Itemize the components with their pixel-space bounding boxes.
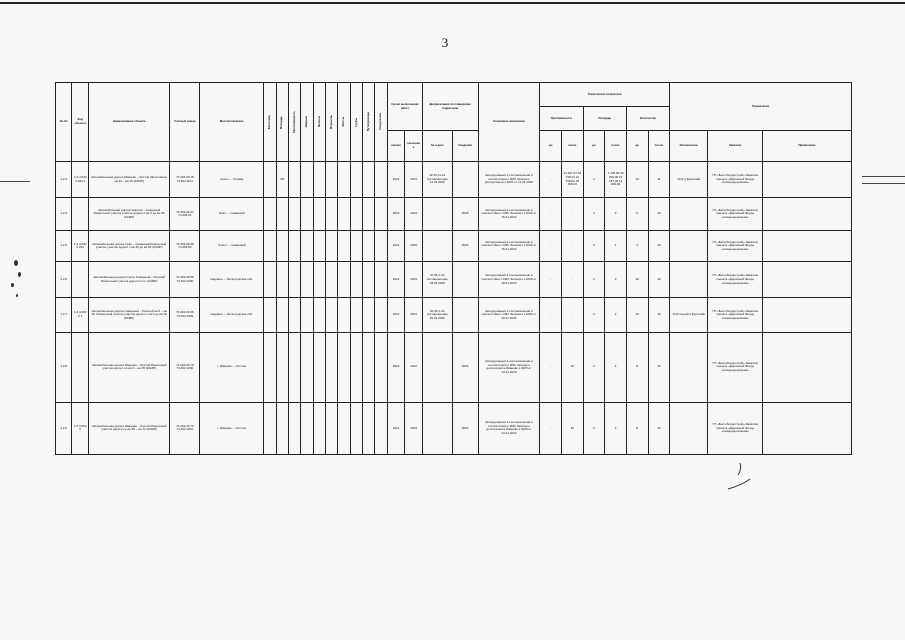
header-vertical-9: Сооружения bbox=[375, 83, 387, 162]
row-year-end: 2023 bbox=[405, 262, 423, 298]
header-basis: Основание включения bbox=[478, 83, 540, 162]
row-doc-number bbox=[422, 332, 452, 402]
row-year-start: 2023 bbox=[387, 198, 405, 231]
row-indicator bbox=[313, 298, 325, 332]
row-indicator bbox=[363, 402, 375, 454]
row-indicator bbox=[326, 298, 338, 332]
row-location: Надовое — Белгородская обл. bbox=[200, 298, 264, 332]
row-code bbox=[72, 262, 88, 298]
header-vertical-4: Полосы bbox=[313, 83, 325, 162]
header-code: Код объекта bbox=[72, 83, 88, 162]
row-uin: 74:402:20:79 74:402:1001 bbox=[170, 402, 200, 454]
row-indicator bbox=[350, 332, 362, 402]
row-indicator bbox=[301, 198, 313, 231]
row-note-3 bbox=[763, 298, 852, 332]
row-note-1 bbox=[670, 231, 708, 262]
header-vertical-3: Ширина bbox=[301, 83, 313, 162]
row-note-3 bbox=[763, 332, 852, 402]
row-param: - bbox=[561, 298, 583, 332]
row-location: Сокол — Русава bbox=[200, 162, 264, 198]
row-indicator bbox=[338, 162, 350, 198]
row-indicator bbox=[276, 198, 288, 231]
header-location: Местоположение bbox=[200, 83, 264, 162]
row-name: Автомобильная дорога Иваново – Ростов Ремонтный участок дороги по км 45 – км 72 (КАМР) bbox=[88, 402, 169, 454]
pen-mark bbox=[720, 455, 760, 495]
header-vertical-7: Трубы bbox=[350, 83, 362, 162]
row-uin: 74:402:20:66 74:402:1009 bbox=[170, 298, 200, 332]
header-sub-3: Количество bbox=[626, 107, 669, 131]
row-indicator bbox=[288, 231, 300, 262]
header-params: Технические показатели bbox=[540, 83, 670, 107]
row-name: Автомобильная дорога Иваново – Ростов (Ярославль) км 21 – км 45 (КАМР) bbox=[88, 162, 169, 198]
row-code bbox=[72, 332, 88, 402]
row-name: Автомобильная дорога Северный – Рогатый км 0 – км 26. Ремонтный участок участок дороги с км 0 до км 26 (КАМР) bbox=[88, 298, 169, 332]
row-category bbox=[264, 162, 276, 198]
row-location: г. Иваново — Ростов bbox=[200, 402, 264, 454]
row-indicator bbox=[363, 231, 375, 262]
row-doc-info: 2025 bbox=[452, 198, 478, 231]
row-param: 2 bbox=[583, 402, 605, 454]
row-param: - bbox=[540, 262, 562, 298]
row-basis: Автодорожный в постановлении в соответствии с КМС Зелёного к 2025 от 18.01.2020 bbox=[478, 262, 540, 298]
row-basis: Автодорожный в постановлении в соответствии с КМС Зелёного долгорсовета Иваново к 2025 от 13.01.2020 bbox=[478, 402, 540, 454]
row-location: Надовое — Белгородская обл. bbox=[200, 262, 264, 298]
row-basis: Автодорожный в постановлении в соответствии с КМС Зелёного к 2025 от 15.01.2020 bbox=[478, 231, 540, 262]
row-indicator bbox=[288, 262, 300, 298]
row-indicator bbox=[350, 298, 362, 332]
header-doc-info: Сведения bbox=[452, 131, 478, 162]
scan-speck bbox=[16, 294, 18, 297]
row-param: 1 bbox=[583, 262, 605, 298]
row-param: 2 bbox=[583, 298, 605, 332]
row-doc-info bbox=[452, 298, 478, 332]
row-doc-info: 2026 bbox=[452, 231, 478, 262]
row-indicator bbox=[350, 198, 362, 231]
header-vertical-6: Мосты bbox=[338, 83, 350, 162]
row-indicator bbox=[326, 332, 338, 402]
row-param: 10 bbox=[561, 332, 583, 402]
row-category bbox=[264, 298, 276, 332]
row-note-3 bbox=[763, 198, 852, 231]
row-indicator bbox=[375, 332, 387, 402]
row-note-3 bbox=[763, 262, 852, 298]
row-param: 3 bbox=[605, 262, 627, 298]
row-name: Автомобильная дорога Сокол Северный – Рогатый Ремонтный участок дороги по м. (КАМР) bbox=[88, 262, 169, 298]
row-indicator bbox=[375, 402, 387, 454]
row-indicator bbox=[375, 231, 387, 262]
top-border-line bbox=[0, 2, 905, 4]
register-table bbox=[55, 82, 852, 455]
margin-line-left bbox=[0, 181, 30, 182]
row-indicator bbox=[288, 402, 300, 454]
row-indicator bbox=[276, 231, 288, 262]
row-year-end: 2021 bbox=[405, 162, 423, 198]
row-doc-number: № 56-11-13 постановление 11.01.2020 bbox=[422, 162, 452, 198]
header-docs: Документация по планировке территории bbox=[422, 83, 478, 131]
row-year-end: 2024 bbox=[405, 198, 423, 231]
row-year-start: 2022 bbox=[387, 298, 405, 332]
row-param: 2 bbox=[605, 402, 627, 454]
table-row bbox=[56, 298, 852, 332]
row-param: - bbox=[540, 402, 562, 454]
header-note-1: Исполнитель bbox=[670, 131, 708, 162]
row-note-3 bbox=[763, 231, 852, 262]
row-uin: 74:402:20:79 74:402:1000 bbox=[170, 332, 200, 402]
row-doc-number bbox=[422, 231, 452, 262]
row-year-start: 2021 bbox=[387, 262, 405, 298]
row-indicator bbox=[313, 402, 325, 454]
row-indicator bbox=[288, 162, 300, 198]
row-doc-info bbox=[452, 262, 478, 298]
row-basis: Автодорожный в постановлении в соответствии с КМС Зелёного долгорсовета Иваново к 2025 от 13.01.2020 bbox=[478, 332, 540, 402]
header-name: Наименование объекта bbox=[88, 83, 169, 162]
row-param: - bbox=[540, 198, 562, 231]
row-indicator bbox=[338, 231, 350, 262]
row-note-3 bbox=[763, 162, 852, 198]
row-basis: Автодорожный в постановлении в соответствии с КМС Зелёного долгорсовета к 2025 от 12.01.2020 bbox=[478, 162, 540, 198]
row-code: 1.2.4.0000 bbox=[72, 402, 88, 454]
scan-speck bbox=[18, 272, 21, 277]
page-number: 3 bbox=[441, 35, 449, 50]
row-note-2: ГП «Белгоблдорстрой» Заказчик проекта «Дорожный Фонд» «Северодорожная» bbox=[708, 332, 763, 402]
row-indicator bbox=[313, 332, 325, 402]
row-note-2: ГП «Белгоблдорстрой» Заказчик проекта «Дорожный Фонд» «Северодорожная» bbox=[708, 298, 763, 332]
row-indicator: IIIII bbox=[276, 162, 288, 198]
row-num: 1.2.8 bbox=[56, 332, 72, 402]
row-category bbox=[264, 262, 276, 298]
header-note-3: Примечание bbox=[763, 131, 852, 162]
row-note-1 bbox=[670, 402, 708, 454]
row-param: 10 bbox=[648, 198, 670, 231]
row-param: 10 bbox=[648, 262, 670, 298]
row-param: 2 bbox=[583, 332, 605, 402]
row-basis: Автодорожный в постановлении в соответствии с КМС Зелёного к 2025 от 15.01.2020 bbox=[478, 198, 540, 231]
row-year-start: 2021 bbox=[387, 402, 405, 454]
table-row bbox=[56, 262, 852, 298]
row-param: - bbox=[561, 262, 583, 298]
row-name: Автомобильная дорога Иваново – Ростов Ремонтный участок дороги по км 0 – км 45 (КАМР) bbox=[88, 332, 169, 402]
row-indicator bbox=[350, 262, 362, 298]
row-indicator bbox=[375, 298, 387, 332]
row-uin: 74:402:20:49 74:402:83 bbox=[170, 231, 200, 262]
row-note-3 bbox=[763, 402, 852, 454]
row-indicator bbox=[301, 262, 313, 298]
row-indicator bbox=[350, 162, 362, 198]
header-uin: Учетный номер bbox=[170, 83, 200, 162]
row-indicator bbox=[301, 231, 313, 262]
row-category bbox=[264, 402, 276, 454]
row-indicator bbox=[375, 262, 387, 298]
row-year-end: 2023 bbox=[405, 402, 423, 454]
row-param: 10 bbox=[626, 298, 648, 332]
row-code: 1.2.4.0000 224 bbox=[72, 231, 88, 262]
row-doc-info bbox=[452, 162, 478, 198]
row-indicator bbox=[326, 162, 338, 198]
row-indicator bbox=[363, 162, 375, 198]
row-doc-number bbox=[422, 402, 452, 454]
row-note-1: АО2 Серый и Бурслайн bbox=[670, 298, 708, 332]
header-sub-1: Протяжённость bbox=[540, 107, 583, 131]
header-num: № п/п bbox=[56, 83, 72, 162]
row-name: Автомобильная дорога Урал – Северный Ремонтный участок участок дороги с км 45 до км 84 (КАМР) bbox=[88, 231, 169, 262]
row-param: 10 bbox=[626, 262, 648, 298]
row-note-2: ГП «Белгоблдорстрой» Заказчик проекта «Дорожный Фонд» «Северодорожная» bbox=[708, 198, 763, 231]
header-after-2: после bbox=[605, 131, 627, 162]
row-uin: 74:402:20:55 74:402:1000 bbox=[170, 262, 200, 298]
row-indicator bbox=[301, 402, 313, 454]
row-note-2: ГП «Белгоблдорстрой» Заказчик проекта «Дорожный Фонд» «Северодорожная» bbox=[708, 402, 763, 454]
row-param: 3 bbox=[626, 231, 648, 262]
row-indicator bbox=[313, 198, 325, 231]
row-param: 10 bbox=[561, 402, 583, 454]
row-indicator bbox=[313, 262, 325, 298]
row-category bbox=[264, 332, 276, 402]
row-indicator bbox=[350, 231, 362, 262]
header-vertical-2: Протяжённость bbox=[288, 83, 300, 162]
row-uin: 74:402:20:18 74:402:2011 bbox=[170, 162, 200, 198]
row-param: 10 bbox=[626, 162, 648, 198]
margin-line-right-2 bbox=[862, 183, 905, 184]
header-before-2: до bbox=[583, 131, 605, 162]
row-note-2: ГП «Белгоблдорстрой» Заказчик проекта «Дорожный Фонд» «Северодорожная» bbox=[708, 231, 763, 262]
row-basis: Автодорожный в постановлении в соответствии с КМС Зелёного к 2025 от 20.01.2020 bbox=[478, 298, 540, 332]
row-param: 10 bbox=[648, 298, 670, 332]
row-param: 1 bbox=[583, 198, 605, 231]
row-note-1 bbox=[670, 198, 708, 231]
row-year-end: 2025 bbox=[405, 231, 423, 262]
table-row bbox=[56, 231, 852, 262]
row-indicator bbox=[301, 332, 313, 402]
header-year-end: окончание bbox=[405, 131, 423, 162]
header-sub-2: Площадь bbox=[583, 107, 626, 131]
table-row bbox=[56, 162, 852, 198]
row-param: 1 bbox=[605, 231, 627, 262]
row-param: - bbox=[540, 332, 562, 402]
margin-line-right bbox=[862, 176, 905, 177]
row-num: 1.2.9 bbox=[56, 402, 72, 454]
header-after-1: после bbox=[561, 131, 583, 162]
row-indicator bbox=[288, 298, 300, 332]
header-vertical-5: Покрытие bbox=[326, 83, 338, 162]
row-param: 2 bbox=[605, 298, 627, 332]
row-uin: 74:402:20:47 74:402:21 bbox=[170, 198, 200, 231]
row-indicator bbox=[363, 332, 375, 402]
row-year-end: 2021 bbox=[405, 298, 423, 332]
row-year-start: 2024 bbox=[387, 231, 405, 262]
row-num: 1.2.4 bbox=[56, 198, 72, 231]
row-param: 10 bbox=[648, 402, 670, 454]
row-location: Урал — Северный bbox=[200, 198, 264, 231]
header-doc-number: № и дата bbox=[422, 131, 452, 162]
row-param: 2 bbox=[583, 231, 605, 262]
row-param: - bbox=[540, 298, 562, 332]
row-indicator bbox=[326, 198, 338, 231]
row-name: Автомобильная дорога Уралоск – Северный Ремонтный участок участок дороги с км 0 до км 45 (КАМР) bbox=[88, 198, 169, 231]
row-param: - bbox=[561, 198, 583, 231]
row-param: - bbox=[540, 162, 562, 198]
row-category bbox=[264, 231, 276, 262]
row-indicator bbox=[338, 298, 350, 332]
row-indicator bbox=[288, 198, 300, 231]
row-indicator bbox=[276, 298, 288, 332]
row-indicator bbox=[276, 402, 288, 454]
row-location: Сокол — Северный bbox=[200, 231, 264, 262]
row-indicator bbox=[313, 162, 325, 198]
scan-speck bbox=[11, 283, 14, 287]
row-param: 11 bbox=[648, 162, 670, 198]
row-note-1: АО2 и Бурслайн bbox=[670, 162, 708, 198]
scan-speck bbox=[14, 260, 18, 266]
row-param: 10 bbox=[648, 332, 670, 402]
row-num: 1.2.6 bbox=[56, 262, 72, 298]
row-param: 8 bbox=[626, 332, 648, 402]
row-param: - bbox=[561, 231, 583, 262]
row-note-1 bbox=[670, 332, 708, 402]
row-param: 3 bbox=[605, 198, 627, 231]
header-before-3: до bbox=[626, 131, 648, 162]
header-vertical-8: Путепроводы bbox=[363, 83, 375, 162]
row-indicator bbox=[363, 262, 375, 298]
row-year-start: 2023 bbox=[387, 332, 405, 402]
row-param: 9 bbox=[626, 198, 648, 231]
row-indicator bbox=[350, 402, 362, 454]
row-indicator bbox=[326, 402, 338, 454]
table-row bbox=[56, 198, 852, 231]
row-param: - bbox=[540, 231, 562, 262]
row-indicator bbox=[301, 162, 313, 198]
row-year-end: 2022 bbox=[405, 332, 423, 402]
row-year-start: 2021 bbox=[387, 162, 405, 198]
header-year-start: начало bbox=[387, 131, 405, 162]
header-after-3: после bbox=[648, 131, 670, 162]
row-num: 1.2.5 bbox=[56, 231, 72, 262]
header-vertical-0: Категория bbox=[264, 83, 276, 162]
row-indicator bbox=[276, 332, 288, 402]
header-before-1: до bbox=[540, 131, 562, 162]
row-indicator bbox=[338, 262, 350, 298]
header-years: Сроки выполнения работ bbox=[387, 83, 422, 131]
row-note-2: ГП «Белгоблдорстрой» Заказчик проекта «Дорожный Фонд» «Северодорожная» bbox=[708, 162, 763, 198]
row-indicator bbox=[301, 298, 313, 332]
row-indicator bbox=[326, 262, 338, 298]
row-param: 4 bbox=[605, 332, 627, 402]
row-indicator bbox=[363, 298, 375, 332]
header-note-2: Заказчик bbox=[708, 131, 763, 162]
row-doc-number: № 56-1-13 постановление 18.01.2020 bbox=[422, 262, 452, 298]
row-code: 1.2.4.0000 223.4 bbox=[72, 162, 88, 198]
row-doc-info: 2024 bbox=[452, 402, 478, 454]
row-indicator bbox=[338, 198, 350, 231]
row-category bbox=[264, 198, 276, 231]
row-indicator bbox=[326, 231, 338, 262]
row-param: 31 207,67 32 738,24 12 158,00 18 466,00 bbox=[561, 162, 583, 198]
row-code: 1.2.4.0000 1 bbox=[72, 298, 88, 332]
row-location: г. Иваново — Ростов bbox=[200, 332, 264, 402]
row-indicator bbox=[338, 332, 350, 402]
register-rows bbox=[56, 162, 852, 455]
row-param: 10 bbox=[648, 231, 670, 262]
row-indicator bbox=[375, 198, 387, 231]
row-num: 1.2.7 bbox=[56, 298, 72, 332]
table-row bbox=[56, 332, 852, 402]
row-doc-info: 2024 bbox=[452, 332, 478, 402]
row-num: 1.2.3 bbox=[56, 162, 72, 198]
row-indicator bbox=[288, 332, 300, 402]
header-notes: Примечание bbox=[670, 83, 852, 131]
row-indicator bbox=[375, 162, 387, 198]
row-note-1 bbox=[670, 262, 708, 298]
row-indicator bbox=[338, 402, 350, 454]
row-note-2: ГП «Белгоблдорстрой» Заказчик проекта «Дорожный Фонд» «Северодорожная» bbox=[708, 262, 763, 298]
row-param: 1 bbox=[583, 162, 605, 198]
table-row bbox=[56, 402, 852, 454]
header-vertical-1: Площадь bbox=[276, 83, 288, 162]
row-param: 1 205,00 30 200,00 10 187,00 14 000,00 bbox=[605, 162, 627, 198]
row-indicator bbox=[313, 231, 325, 262]
row-indicator bbox=[276, 262, 288, 298]
row-param: 8 bbox=[626, 402, 648, 454]
row-code bbox=[72, 198, 88, 231]
row-indicator bbox=[363, 198, 375, 231]
row-doc-number: № 56-1-13 постановление 20.01.2020 bbox=[422, 298, 452, 332]
row-doc-number bbox=[422, 198, 452, 231]
